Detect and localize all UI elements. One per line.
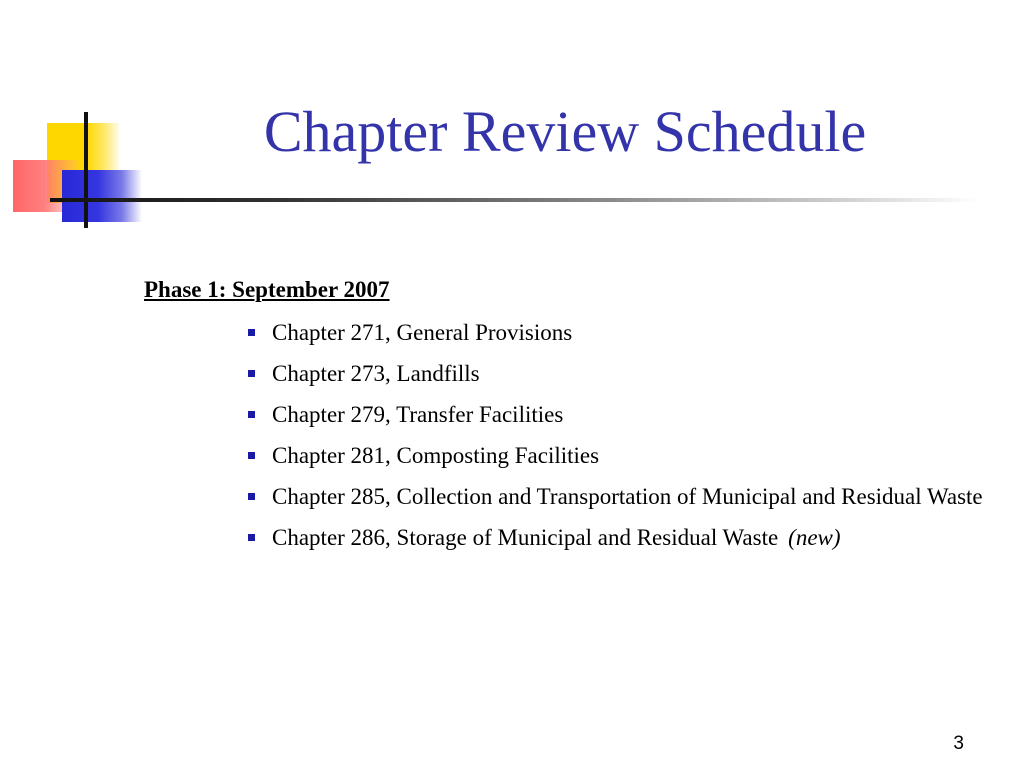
chapter-text: Chapter 285, Collection and Transportation of Municipal and Residual Waste [272, 484, 983, 509]
slide-title: Chapter Review Schedule [263, 99, 867, 164]
chapter-text: Chapter 286, Storage of Municipal and Residual Waste [272, 525, 779, 550]
chapter-list-item [244, 357, 1004, 390]
chapter-list-item [244, 480, 1004, 513]
phase-heading: Phase 1: September 2007 [144, 277, 390, 302]
chapter-list-item [244, 398, 1004, 431]
chapter-text: Chapter 281, Composting Facilities [272, 443, 600, 468]
square-bullet-icon [248, 411, 255, 418]
chapter-list-item [244, 521, 1004, 554]
page-number: 3 [953, 733, 964, 754]
chapter-list-item [244, 316, 1004, 349]
title-divider-line [50, 198, 980, 202]
chapter-text: Chapter 271, General Provisions [272, 320, 573, 345]
chapter-text: Chapter 273, Landfills [272, 361, 480, 386]
square-bullet-icon [248, 493, 255, 500]
logo-blue-square [62, 170, 142, 222]
chapter-text: Chapter 279, Transfer Facilities [272, 402, 564, 427]
logo-vertical-line [84, 112, 88, 228]
square-bullet-icon [248, 329, 255, 336]
chapter-note: (new) [788, 525, 841, 550]
square-bullet-icon [248, 534, 255, 541]
chapter-list-item [244, 439, 1004, 472]
chapter-list [244, 316, 1004, 562]
square-bullet-icon [248, 452, 255, 459]
square-bullet-icon [248, 370, 255, 377]
